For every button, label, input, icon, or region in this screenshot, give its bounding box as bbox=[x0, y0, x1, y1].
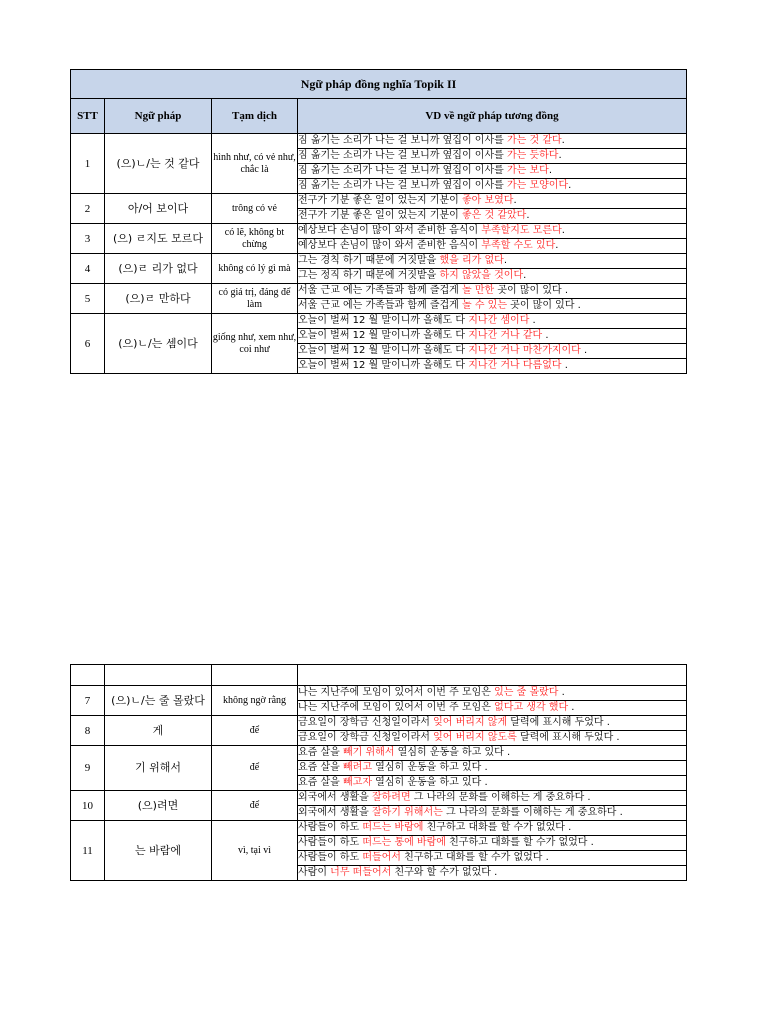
example-sentence bbox=[298, 731, 687, 746]
example-sentence bbox=[298, 254, 687, 269]
highlighted-grammar: 잊어 버리지 않도록 bbox=[433, 732, 517, 743]
grammar-pattern: 기 위해서 bbox=[105, 746, 212, 791]
example-text: . bbox=[503, 255, 507, 266]
example-text: 사람들이 하도 bbox=[298, 837, 363, 848]
example-text: 금요일이 장학금 신청일이라서 bbox=[298, 717, 434, 728]
example-text: 나는 지난주에 모임이 있어서 이번 주 모임은 bbox=[298, 687, 495, 698]
highlighted-grammar: 놀 수 있는 bbox=[461, 300, 507, 311]
example-sentence bbox=[298, 701, 687, 716]
example-sentence bbox=[298, 791, 687, 806]
example-text: 오늘이 벌써 12 월 말이니까 올해도 다 bbox=[298, 330, 469, 341]
example-sentence bbox=[298, 866, 687, 881]
example-text: 서울 근교 에는 가족들과 함께 즐겁게 bbox=[298, 285, 462, 296]
table-row bbox=[71, 254, 687, 269]
example-text: 요즘 살을 bbox=[298, 747, 343, 758]
example-sentence bbox=[298, 746, 687, 761]
vietnamese-translation: để bbox=[212, 746, 298, 791]
example-text: 열심히 운동을 하고 있다 . bbox=[371, 762, 488, 773]
highlighted-grammar: 놀 만한 bbox=[461, 285, 495, 296]
example-sentence bbox=[298, 164, 687, 179]
table-row bbox=[71, 821, 687, 836]
example-text: . bbox=[542, 330, 549, 341]
row-number: 7 bbox=[71, 686, 105, 716]
example-text: 친구하고 대화를 할 수가 없었다 . bbox=[423, 822, 572, 833]
example-text: . bbox=[561, 360, 568, 371]
example-text: 외국에서 생활을 bbox=[298, 807, 372, 818]
row-number: 8 bbox=[71, 716, 105, 746]
example-text: . bbox=[568, 702, 575, 713]
example-text: 친구하고 대화를 할 수가 없었다 . bbox=[400, 852, 549, 863]
example-text: 친구하고 대화를 할 수가 없었다 . bbox=[445, 837, 594, 848]
table-row bbox=[71, 746, 687, 761]
example-text: 곳이 많이 있다 . bbox=[506, 300, 581, 311]
highlighted-grammar: 빼려고 bbox=[343, 762, 372, 773]
example-sentence bbox=[298, 359, 687, 374]
highlighted-grammar: 가는 듯하다 bbox=[506, 150, 559, 161]
example-sentence bbox=[298, 299, 687, 314]
example-sentence bbox=[298, 821, 687, 836]
grammar-pattern: (으)려면 bbox=[105, 791, 212, 821]
highlighted-grammar: 빼고자 bbox=[343, 777, 372, 788]
example-text: 짐 옮기는 소리가 나는 걸 보니까 옆집이 이사를 bbox=[298, 150, 507, 161]
example-sentence bbox=[298, 284, 687, 299]
grammar-pattern: 게 bbox=[105, 716, 212, 746]
highlighted-grammar: 부족할 수도 있다 bbox=[481, 240, 556, 251]
highlighted-grammar: 잊어 버리지 않게 bbox=[433, 717, 508, 728]
example-sentence bbox=[298, 134, 687, 149]
empty-cell bbox=[212, 665, 298, 686]
example-sentence bbox=[298, 806, 687, 821]
example-text: 예상보다 손님이 많이 와서 준비한 음식이 bbox=[298, 240, 482, 251]
vietnamese-translation: để bbox=[212, 791, 298, 821]
example-text: 오늘이 벌써 12 월 말이니까 올해도 다 bbox=[298, 315, 469, 326]
header-examples: VD về ngữ pháp tương đồng bbox=[298, 99, 687, 134]
example-sentence bbox=[298, 179, 687, 194]
example-text: 친구와 할 수가 없었다 . bbox=[391, 867, 498, 878]
example-text: 전구가 기분 좋은 일이 었는지 기분이 bbox=[298, 195, 462, 206]
grammar-pattern: (으)ㄹ 만하다 bbox=[105, 284, 212, 314]
example-text: 열심히 운동을 하고 있다 . bbox=[394, 747, 511, 758]
example-sentence bbox=[298, 194, 687, 209]
vietnamese-translation: trông có vẻ bbox=[212, 194, 298, 224]
example-text: 요즘 살을 bbox=[298, 777, 343, 788]
example-text: . bbox=[558, 150, 562, 161]
row-number: 9 bbox=[71, 746, 105, 791]
example-text: 그 나라의 문화를 이해하는 게 중요하다 . bbox=[442, 807, 623, 818]
table-title: Ngữ pháp đồng nghĩa Topik II bbox=[71, 70, 687, 99]
example-sentence bbox=[298, 761, 687, 776]
highlighted-grammar: 잘하기 위해서는 bbox=[371, 807, 443, 818]
example-text: 그 나라의 문화를 이해하는 게 중요하다 . bbox=[410, 792, 591, 803]
table-row bbox=[71, 194, 687, 209]
grammar-pattern: 아/어 보이다 bbox=[105, 194, 212, 224]
example-text: 곳이 많이 있다 . bbox=[494, 285, 569, 296]
example-sentence bbox=[298, 344, 687, 359]
header-translation: Tạm dịch bbox=[212, 99, 298, 134]
table-row bbox=[71, 314, 687, 329]
highlighted-grammar: 너무 떠들어서 bbox=[330, 867, 392, 878]
row-number: 10 bbox=[71, 791, 105, 821]
example-text: 나는 지난주에 모임이 있어서 이번 주 모임은 bbox=[298, 702, 495, 713]
example-text: . bbox=[580, 345, 588, 356]
header-grammar: Ngữ pháp bbox=[105, 99, 212, 134]
grammar-pattern: 는 바람에 bbox=[105, 821, 212, 881]
example-text: 요즘 살을 bbox=[298, 762, 343, 773]
highlighted-grammar: 잘하려면 bbox=[371, 792, 411, 803]
vietnamese-translation: có lẽ, không bt chừng bbox=[212, 224, 298, 254]
example-text: 금요일이 장학금 신청일이라서 bbox=[298, 732, 434, 743]
example-sentence bbox=[298, 686, 687, 701]
highlighted-grammar: 가는 모양이다 bbox=[506, 180, 569, 191]
example-text: 달력에 표시해 두었다 . bbox=[516, 732, 620, 743]
example-text: 그는 경칙 하기 때문에 거짓말을 bbox=[298, 255, 440, 266]
example-sentence bbox=[298, 209, 687, 224]
vietnamese-translation: có giá trị, đáng để làm bbox=[212, 284, 298, 314]
row-number: 2 bbox=[71, 194, 105, 224]
vietnamese-translation: không có lý gì mà bbox=[212, 254, 298, 284]
empty-cell bbox=[105, 665, 212, 686]
example-text: 달력에 표시해 두었다 . bbox=[507, 717, 610, 728]
highlighted-grammar: 좋아 보였다 bbox=[461, 195, 514, 206]
empty-cell bbox=[71, 665, 105, 686]
example-text: 열심히 운동을 하고 있다 . bbox=[371, 777, 488, 788]
highlighted-grammar: 떠드는 통에 바람에 bbox=[362, 837, 446, 848]
example-text: . bbox=[561, 225, 565, 236]
example-text: . bbox=[513, 195, 517, 206]
example-sentence bbox=[298, 314, 687, 329]
example-text: . bbox=[555, 240, 559, 251]
highlighted-grammar: 있는 줄 몰랐다 bbox=[494, 687, 559, 698]
highlighted-grammar: 떠드는 바람에 bbox=[362, 822, 424, 833]
table-row bbox=[71, 716, 687, 731]
example-text: 오늘이 벌써 12 월 말이니까 올해도 다 bbox=[298, 345, 469, 356]
example-text: . bbox=[558, 687, 565, 698]
example-text: . bbox=[529, 315, 536, 326]
example-sentence bbox=[298, 329, 687, 344]
row-number: 3 bbox=[71, 224, 105, 254]
example-sentence bbox=[298, 716, 687, 731]
example-sentence bbox=[298, 239, 687, 254]
header-stt: STT bbox=[71, 99, 105, 134]
synonym-grammar-table-1 bbox=[70, 69, 687, 374]
row-number: 5 bbox=[71, 284, 105, 314]
example-text: 짐 옮기는 소리가 나는 걸 보니까 옆집이 이사를 bbox=[298, 180, 507, 191]
vietnamese-translation: vì, tại vì bbox=[212, 821, 298, 881]
example-text: 사람들이 하도 bbox=[298, 852, 363, 863]
example-text: 사람이 bbox=[298, 867, 331, 878]
example-text: 오늘이 벌써 12 월 말이니까 올해도 다 bbox=[298, 360, 469, 371]
empty-cell bbox=[298, 665, 687, 686]
table-row bbox=[71, 224, 687, 239]
example-sentence bbox=[298, 776, 687, 791]
example-text: 전구가 기분 좋은 일이 었는지 기분이 bbox=[298, 210, 462, 221]
vietnamese-translation: để bbox=[212, 716, 298, 746]
grammar-pattern: (으) ㄹ지도 모르다 bbox=[105, 224, 212, 254]
vietnamese-translation: giống như, xem như, coi như bbox=[212, 314, 298, 374]
example-text: 외국에서 생활을 bbox=[298, 792, 372, 803]
highlighted-grammar: 지나간 거나 마찬가지이다 bbox=[468, 345, 581, 356]
highlighted-grammar: 가는 것 같다 bbox=[506, 135, 562, 146]
grammar-pattern: (으)ㄹ 리가 없다 bbox=[105, 254, 212, 284]
example-text: . bbox=[568, 180, 572, 191]
highlighted-grammar: 지나간 셈이다 bbox=[468, 315, 530, 326]
example-sentence bbox=[298, 224, 687, 239]
example-sentence bbox=[298, 851, 687, 866]
empty-header-row bbox=[71, 665, 687, 686]
row-number: 6 bbox=[71, 314, 105, 374]
example-text: 그는 정직 하기 때문에 거짓밭을 bbox=[298, 270, 440, 281]
row-number: 4 bbox=[71, 254, 105, 284]
example-text: 짐 옮기는 소리가 나는 걸 보니까 옆집이 이사를 bbox=[298, 165, 507, 176]
highlighted-grammar: 하지 않았을 것이다 bbox=[439, 270, 524, 281]
example-sentence bbox=[298, 149, 687, 164]
highlighted-grammar: 지나간 거나 같다 bbox=[468, 330, 543, 341]
vietnamese-translation: không ngờ rằng bbox=[212, 686, 298, 716]
row-number: 11 bbox=[71, 821, 105, 881]
synonym-grammar-table-2 bbox=[70, 664, 687, 881]
example-text: 사람들이 하도 bbox=[298, 822, 363, 833]
example-text: . bbox=[548, 165, 552, 176]
table-row bbox=[71, 284, 687, 299]
example-text: 예상보다 손님이 많이 와서 준비한 음식이 bbox=[298, 225, 482, 236]
table-row bbox=[71, 134, 687, 149]
example-text: 짐 옮기는 소리가 나는 걸 보니까 옆집이 이사를 bbox=[298, 135, 507, 146]
example-text: 서울 근교 에는 가족들과 함께 즐겁게 bbox=[298, 300, 462, 311]
table-row bbox=[71, 791, 687, 806]
example-sentence bbox=[298, 269, 687, 284]
highlighted-grammar: 없다고 생각 했다 bbox=[494, 702, 569, 713]
highlighted-grammar: 가는 보다 bbox=[506, 165, 549, 176]
example-text: . bbox=[526, 210, 530, 221]
row-number: 1 bbox=[71, 134, 105, 194]
highlighted-grammar: 부족할지도 모른다 bbox=[481, 225, 562, 236]
highlighted-grammar: 했을 리가 없다 bbox=[439, 255, 504, 266]
highlighted-grammar: 빼기 위해서 bbox=[343, 747, 395, 758]
grammar-pattern: (으)ㄴ/는 셈이다 bbox=[105, 314, 212, 374]
example-text: . bbox=[523, 270, 527, 281]
highlighted-grammar: 떠들어서 bbox=[362, 852, 401, 863]
grammar-pattern: (으)ㄴ/는 줄 몰랐다 bbox=[105, 686, 212, 716]
highlighted-grammar: 좋은 것 같았다 bbox=[461, 210, 527, 221]
highlighted-grammar: 지나간 거나 다름없다 bbox=[468, 360, 562, 371]
example-sentence bbox=[298, 836, 687, 851]
vietnamese-translation: hình như, có vẻ như, chắc là bbox=[212, 134, 298, 194]
grammar-pattern: (으)ㄴ/는 것 같다 bbox=[105, 134, 212, 194]
example-text: . bbox=[561, 135, 565, 146]
table-row bbox=[71, 686, 687, 701]
